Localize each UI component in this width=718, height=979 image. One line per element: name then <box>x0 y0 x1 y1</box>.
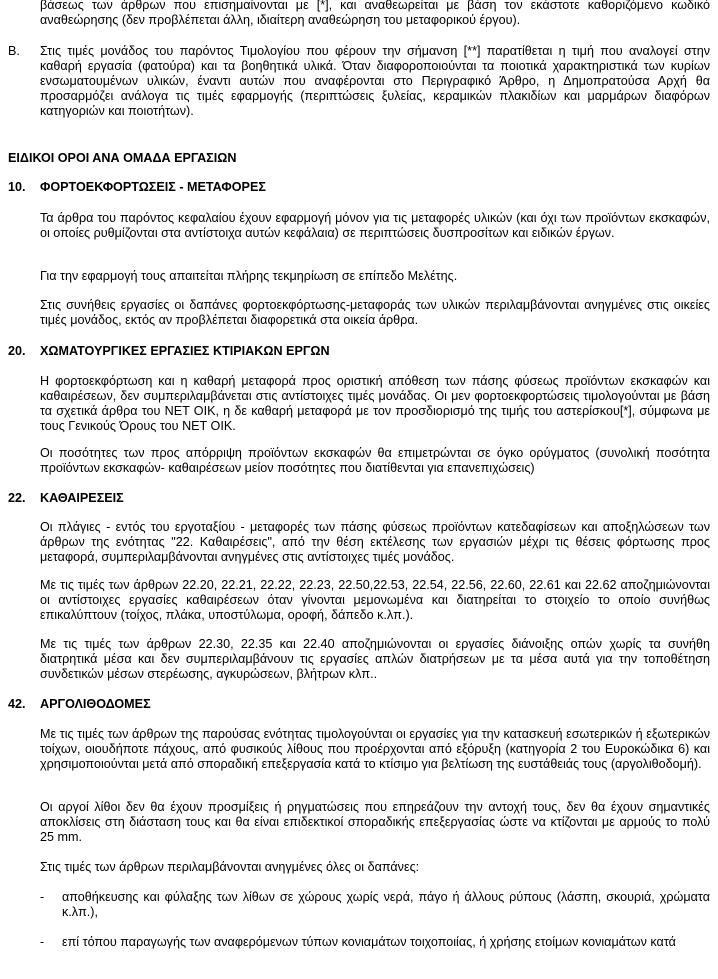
bullet-item: επί τόπου παραγωγής των αναφερόμενων τύπων κονιαμάτων τοιχοποιίας, ή χρήσης ετοίμων κονιαμάτων κατά <box>62 935 676 949</box>
section-number: 20. <box>8 344 26 358</box>
section-paragraph: Στις τιμές των άρθρων περιλαμβάνονται ανηγμένες όλες οι δαπάνες: <box>40 860 420 874</box>
section-paragraph: Τα άρθρα του παρόντος κεφαλαίου έχουν εφαρμογή μόνον για τις μεταφορές υλικών (και όχι των προϊόντων εκσκαφών, οι οποίες ρυθμίζονται στα αντίστοιχα αυτών κεφάλαια) σε περιπτώσεις δυσπροσίτων και ειδικών έργων. <box>40 211 710 240</box>
section-title: ΧΩΜΑΤΟΥΡΓΙΚΕΣ ΕΡΓΑΣΙΕΣ ΚΤΙΡΙΑΚΩΝ ΕΡΓΩΝ <box>40 344 330 358</box>
section-paragraph: Οι αργοί λίθοι δεν θα έχουν προσμίξεις ή ρηγματώσεις που επηρεάζουν την αντοχή τους, δεν θα έχουν σημαντικές αποκλίσεις στη διάσταση τους και θα είναι επιδεκτικοί σποραδικής επεξεργασίας ώστε να κτίζονται με αρμούς το πολύ 25 mm. <box>40 800 710 844</box>
section-heading: ΕΙΔΙΚΟΙ ΟΡΟΙ ΑΝΑ ΟΜΑΔΑ ΕΡΓΑΣΙΩΝ <box>8 151 237 165</box>
section-paragraph: Στις συνήθεις εργασίες οι δαπάνες φορτοεκφόρτωσης-μεταφοράς των υλικών περιλαμβάνονται ανηγμένες στις οικείες τιμές μονάδος, εκτός αν προβλέπεται διαφορετικά στα οικεία άρθρα. <box>40 298 710 327</box>
bullet-dash: - <box>40 935 45 949</box>
section-paragraph: Για την εφαρμογή τους απαιτείται πλήρης τεκμηρίωση σε επίπεδο Μελέτης. <box>40 269 458 283</box>
section-title: ΑΡΓΟΛΙΘΟΔΟΜΕΣ <box>40 697 151 711</box>
section-paragraph: Η φορτοεκφόρτωση και η καθαρή μεταφορά προς οριστική απόθεση των πάσης φύσεως προϊόντων εκσκαφών και καθαιρέσεων, δεν συμπεριλαμβάνεται στις αντίστοιχες τιμές μονάδας. Οι μεν φορτοεκφορτώσεις τιμολογούνται με βάση τα σχετικά άρθρα του ΝΕΤ ΟΙΚ, η δε καθαρή μεταφορά με τον προσδιορισμό της τιμής του αστερίσκου[*], σύμφωνα με τους Γενικούς Όρους του ΝΕΤ ΟΙΚ. <box>40 374 710 433</box>
section-paragraph: Με τις τιμές των άρθρων 22.30, 22.35 και 22.40 αποζημιώνονται οι εργασίες διάνοιξης οπών χωρίς τα συνήθη διατρητικά μέσα και δεν συμπεριλαμβάνουν τις εργασίες απλών διατρήσεων με τα μέσα αυτά για την τοποθέτηση συνδετικών μέσων στερέωσης, αγκυρώσεων, βλήτρων κλπ.. <box>40 637 710 681</box>
section-paragraph: Οι ποσότητες των προς απόρριψη προϊόντων εκσκαφών θα επιμετρώνται σε όγκο ορύγματος (συνολική ποσότητα προϊόντων εκσκαφών- καθαιρέσεων μείον ποσότητες που διατίθενται για επανεπιχώσεις) <box>40 446 710 475</box>
section-title: ΚΑΘΑΙΡΕΣΕΙΣ <box>40 491 124 505</box>
list-label-b: Β. <box>8 44 20 58</box>
section-title: ΦΟΡΤΟΕΚΦΟΡΤΩΣΕΙΣ - ΜΕΤΑΦΟΡΕΣ <box>40 180 266 194</box>
bullet-item: αποθήκευσης και φύλαξης των λίθων σε χώρους χωρίς νερά, πάγο ή άλλους ρύπους (λάσπη, σκουριά, χρώματα κ.λπ.), <box>62 890 710 919</box>
section-number: 10. <box>8 180 26 194</box>
intro-paragraph: βάσεως των άρθρων που επισημαίνονται με [*], και αναθεωρείται με βάση τον εκάστοτε καθοριζόμενο κωδικό αναθεώρησης (δεν προβλέπεται άλλη, ιδιαίτερη αναθεώρηση του μεταφορικού έργου). <box>40 0 710 27</box>
bullet-dash: - <box>40 890 45 904</box>
section-number: 42. <box>8 697 26 711</box>
section-paragraph: Οι πλάγιες - εντός του εργοταξίου - μεταφορές των πάσης φύσεως προϊόντων κατεδαφίσεων και αποξηλώσεων των άρθρων της ενότητας "22. Καθαιρέσεις", από την θέση εκτέλεσης των εργασιών μέχρι τις θέσεις φόρτωσης προς μεταφορά, συμπεριλαμβάνονται ανηγμένες στις αντίστοιχες τιμές μονάδος. <box>40 520 710 564</box>
intro-paragraph-b: Στις τιμές μονάδος του παρόντος Τιμολογίου που φέρουν την σήμανση [**] παρατίθεται η τιμή που αναλογεί στην καθαρή εργασία (φατούρα) και τα βοηθητικά υλικά. Όταν διαφοροποιούνται τα ποιοτικά χαρακτηριστικά των κυρίων ενσωματουμένων υλικών, έναντι αυτών που αναφέρονται στο Περιγραφικό Άρθρο, η Δημοπρατούσα Αρχή θα προσαρμόζει ανάλογα τις τιμές εφαρμογής (περιπτώσεις ξυλείας, κεραμικών πλακιδίων και μαρμάρων διαφόρων κατηγοριών και ποιοτήτων). <box>40 44 710 118</box>
section-number: 22. <box>8 491 26 505</box>
section-paragraph: Με τις τιμές των άρθρων 22.20, 22.21, 22.22, 22.23, 22.50,22.53, 22.54, 22.56, 22.60, 22.61 και 22.62 αποζημιώνονται οι αντίστοιχες εργασίες καθαιρέσεων όταν γίνονται μεμονωμένα και διατηρείται το στοιχείο το οποίο συνήθως επικαλύπτουν (τοίχος, πλάκα, υποστύλωμα, οροφή, δάπεδο κ.λπ.). <box>40 578 710 622</box>
section-paragraph: Με τις τιμές των άρθρων της παρούσας ενότητας τιμολογούνται οι εργασίες για την κατασκευή εσωτερικών ή εξωτερικών τοίχων, οιουδήποτε πάχους, από φυσικούς λίθους που προέρχονται από εξόρυξη (κατηγορία 2 του Ευροκώδικα 6) και χρησιμοποιούνται μετά από σποραδική επεξεργασία κατά το κτίσιμο για βελτίωση της ευστάθειάς τους (αργολιθοδομή). <box>40 727 710 771</box>
